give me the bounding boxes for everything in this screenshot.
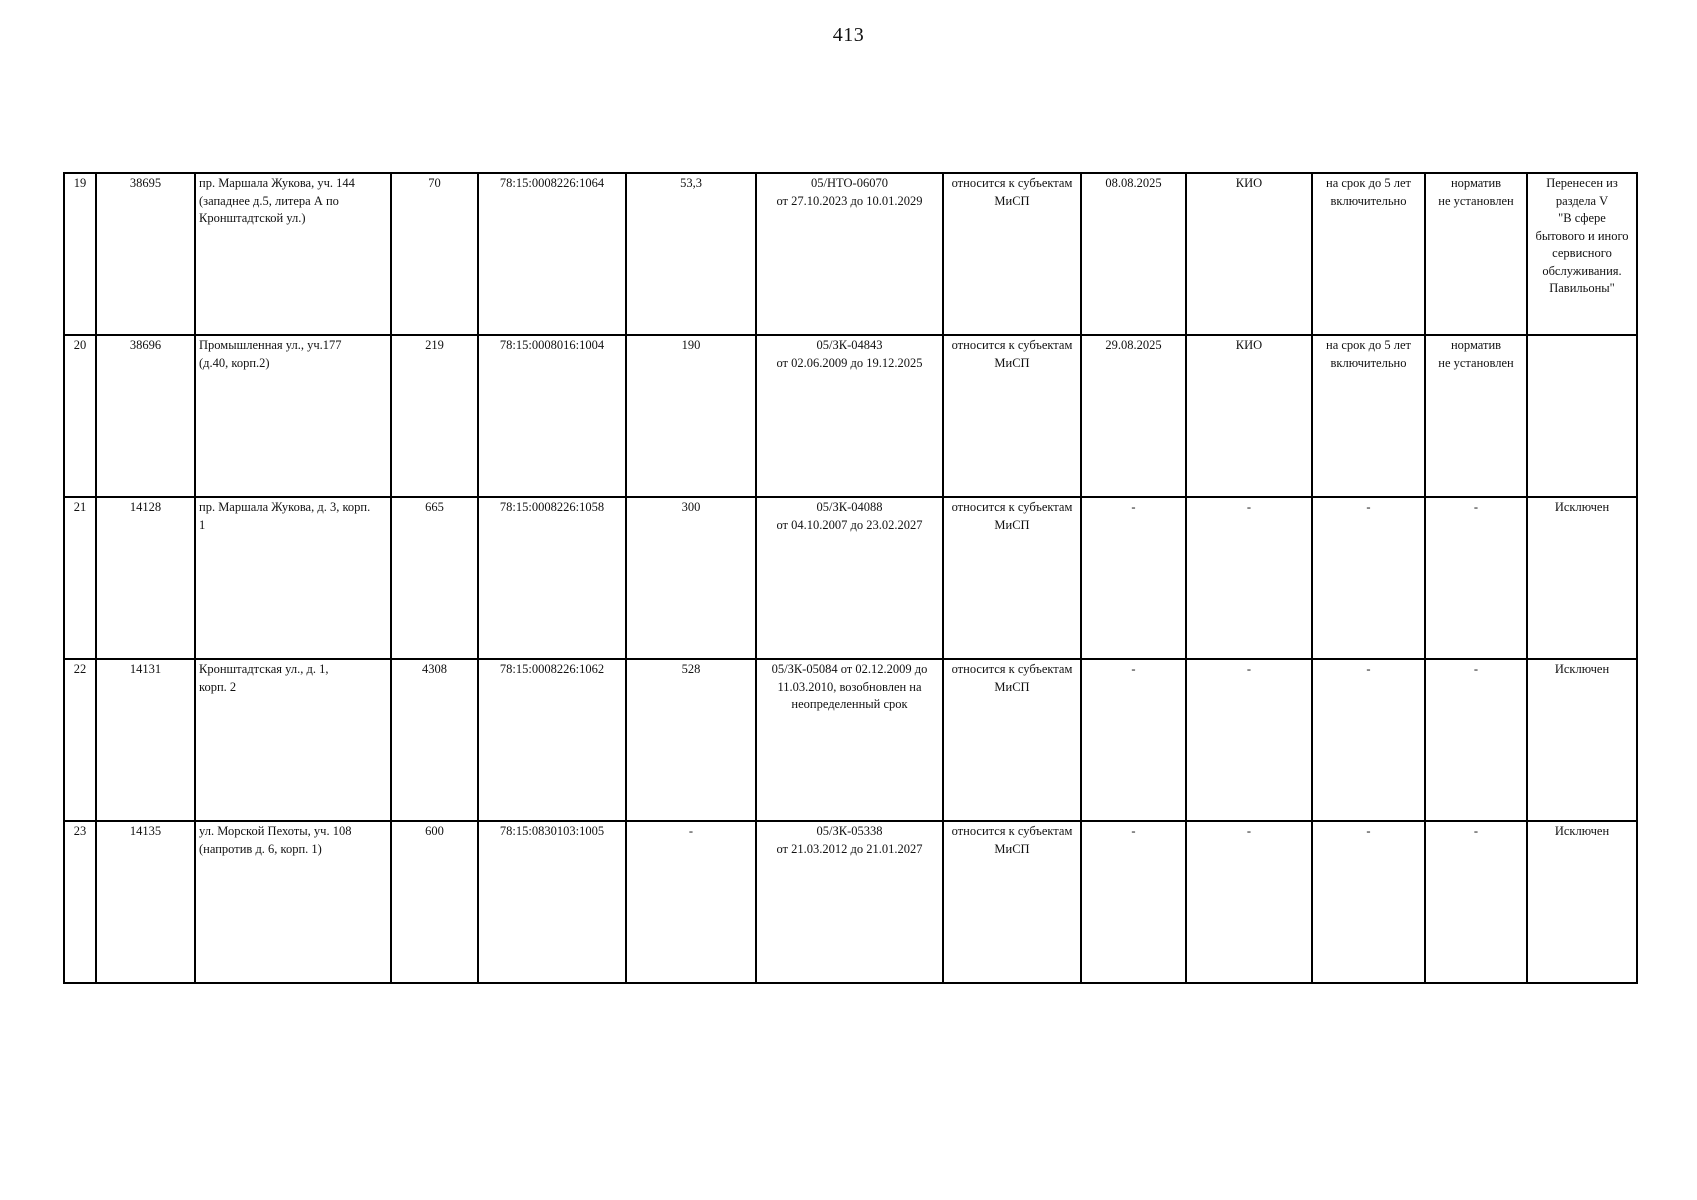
cell-address xyxy=(195,497,391,659)
cell-line: (напротив д. 6, корп. 1) xyxy=(199,841,322,856)
cell-object-area: 528 xyxy=(626,659,756,821)
cell-address xyxy=(195,821,391,983)
cell-line: (западнее д.5, литера А по xyxy=(199,193,339,208)
cell-term xyxy=(1312,497,1425,659)
cell-cadastral-number: 78:15:0008226:1058 xyxy=(478,497,626,659)
cell-line: Исключен xyxy=(1554,824,1610,838)
cell-contract xyxy=(756,659,943,821)
cell-line: 05/ЗК-04088 xyxy=(816,500,883,514)
cell-norm xyxy=(1425,659,1527,821)
table-row xyxy=(64,497,1637,659)
cell-number: 22 xyxy=(64,659,96,821)
cell-date: 29.08.2025 xyxy=(1081,335,1186,497)
cell-line: - xyxy=(1473,662,1479,676)
cell-line: раздела V xyxy=(1555,193,1609,208)
cell-line: норматив xyxy=(1450,338,1502,352)
cell-line: включительно xyxy=(1330,355,1407,370)
cell-line: на срок до 5 лет xyxy=(1326,176,1411,190)
cell-line: относится к субъектам xyxy=(951,176,1073,190)
cell-cadastral-number: 78:15:0008226:1062 xyxy=(478,659,626,821)
cell-organization: КИО xyxy=(1186,335,1312,497)
cell-address xyxy=(195,335,391,497)
cell-object-area: - xyxy=(626,821,756,983)
cell-note xyxy=(1527,497,1637,659)
cell-line: Промышленная ул., уч.177 xyxy=(199,338,342,352)
cell-number: 23 xyxy=(64,821,96,983)
cell-line: обслуживания. xyxy=(1542,263,1622,278)
data-table xyxy=(63,172,1638,984)
cell-category xyxy=(943,497,1081,659)
cell-contract xyxy=(756,173,943,335)
cell-line: 05/ЗК-04843 xyxy=(816,338,883,352)
cell-line: пр. Маршала Жукова, д. 3, корп. xyxy=(199,500,371,514)
cell-contract xyxy=(756,335,943,497)
cell-organization: КИО xyxy=(1186,173,1312,335)
cell-category xyxy=(943,821,1081,983)
cell-line: относится к субъектам xyxy=(951,662,1073,676)
cell-line: МиСП xyxy=(994,355,1030,370)
cell-norm xyxy=(1425,173,1527,335)
cell-line: "В сфере xyxy=(1558,211,1606,225)
cell-organization: - xyxy=(1186,821,1312,983)
table-row xyxy=(64,335,1637,497)
cell-line: не установлен xyxy=(1438,355,1514,370)
cell-line: включительно xyxy=(1330,193,1407,208)
cell-note xyxy=(1527,173,1637,335)
cell-line: МиСП xyxy=(994,193,1030,208)
cell-date: 08.08.2025 xyxy=(1081,173,1186,335)
cell-line: - xyxy=(1366,824,1371,838)
cell-object-area: 190 xyxy=(626,335,756,497)
cell-number: 21 xyxy=(64,497,96,659)
cell-line: относится к субъектам xyxy=(951,824,1073,838)
cell-category xyxy=(943,335,1081,497)
cell-line: 1 xyxy=(199,517,206,532)
cell-line: - xyxy=(1366,662,1371,676)
cell-line: относится к субъектам xyxy=(951,500,1073,514)
cell-norm xyxy=(1425,821,1527,983)
cell-line: Кронштадтской ул.) xyxy=(199,211,306,225)
cell-land-area: 4308 xyxy=(391,659,478,821)
cell-object-id: 14128 xyxy=(96,497,195,659)
cell-land-area: 600 xyxy=(391,821,478,983)
cell-line: не установлен xyxy=(1438,193,1514,208)
cell-object-id: 38695 xyxy=(96,173,195,335)
cell-line: МиСП xyxy=(994,841,1030,856)
table-row xyxy=(64,173,1637,335)
cell-line: Кронштадтская ул., д. 1, xyxy=(199,662,329,676)
cell-line: от 04.10.2007 до 23.02.2027 xyxy=(776,517,923,532)
cell-cadastral-number: 78:15:0008226:1064 xyxy=(478,173,626,335)
cell-line: от 02.06.2009 до 19.12.2025 xyxy=(776,355,923,370)
cell-line: Исключен xyxy=(1554,662,1610,676)
cell-line: (д.40, корп.2) xyxy=(199,355,270,370)
cell-cadastral-number: 78:15:0830103:1005 xyxy=(478,821,626,983)
cell-category xyxy=(943,173,1081,335)
cell-object-id: 38696 xyxy=(96,335,195,497)
cell-term xyxy=(1312,821,1425,983)
cell-line: 05/ЗК-05084 от 02.12.2009 до xyxy=(771,662,928,676)
cell-object-id: 14135 xyxy=(96,821,195,983)
cell-note xyxy=(1527,335,1637,497)
cell-cadastral-number: 78:15:0008016:1004 xyxy=(478,335,626,497)
cell-line: МиСП xyxy=(994,517,1030,532)
cell-date: - xyxy=(1081,497,1186,659)
cell-contract xyxy=(756,821,943,983)
cell-number: 19 xyxy=(64,173,96,335)
cell-line: МиСП xyxy=(994,679,1030,694)
cell-land-area: 665 xyxy=(391,497,478,659)
cell-note xyxy=(1527,659,1637,821)
cell-line: корп. 2 xyxy=(199,679,237,694)
cell-line: сервисного xyxy=(1552,246,1612,260)
cell-term xyxy=(1312,659,1425,821)
cell-land-area: 70 xyxy=(391,173,478,335)
cell-line: относится к субъектам xyxy=(951,338,1073,352)
cell-norm xyxy=(1425,497,1527,659)
cell-line: пр. Маршала Жукова, уч. 144 xyxy=(199,176,355,190)
cell-line: Исключен xyxy=(1554,500,1610,514)
cell-term xyxy=(1312,335,1425,497)
cell-object-id: 14131 xyxy=(96,659,195,821)
cell-line: на срок до 5 лет xyxy=(1326,338,1411,352)
cell-line: бытового и иного xyxy=(1535,228,1629,243)
cell-line: - xyxy=(1366,500,1371,514)
cell-land-area: 219 xyxy=(391,335,478,497)
cell-note xyxy=(1527,821,1637,983)
cell-address xyxy=(195,659,391,821)
cell-line: - xyxy=(1473,500,1479,514)
cell-category xyxy=(943,659,1081,821)
cell-line: 11.03.2010, возобновлен на xyxy=(777,679,922,694)
cell-date: - xyxy=(1081,659,1186,821)
cell-line: от 21.03.2012 до 21.01.2027 xyxy=(776,841,923,856)
cell-date: - xyxy=(1081,821,1186,983)
cell-line: 05/НТО-06070 xyxy=(811,176,888,190)
cell-contract xyxy=(756,497,943,659)
cell-line: 05/ЗК-05338 xyxy=(816,824,883,838)
table-row xyxy=(64,659,1637,821)
cell-number: 20 xyxy=(64,335,96,497)
cell-organization: - xyxy=(1186,497,1312,659)
cell-norm xyxy=(1425,335,1527,497)
cell-line: Павильоны" xyxy=(1549,281,1615,295)
cell-address xyxy=(195,173,391,335)
cell-line: норматив xyxy=(1450,176,1502,190)
cell-line: - xyxy=(1473,824,1479,838)
cell-object-area: 300 xyxy=(626,497,756,659)
cell-line: ул. Морской Пехоты, уч. 108 xyxy=(199,824,352,838)
cell-term xyxy=(1312,173,1425,335)
cell-line: Перенесен из xyxy=(1546,176,1618,190)
cell-organization: - xyxy=(1186,659,1312,821)
cell-line: от 27.10.2023 до 10.01.2029 xyxy=(776,193,923,208)
cell-line: неопределенный срок xyxy=(791,697,908,711)
table-body xyxy=(64,173,1637,983)
page-number: 413 xyxy=(832,24,865,46)
cell-object-area: 53,3 xyxy=(626,173,756,335)
table-row xyxy=(64,821,1637,983)
